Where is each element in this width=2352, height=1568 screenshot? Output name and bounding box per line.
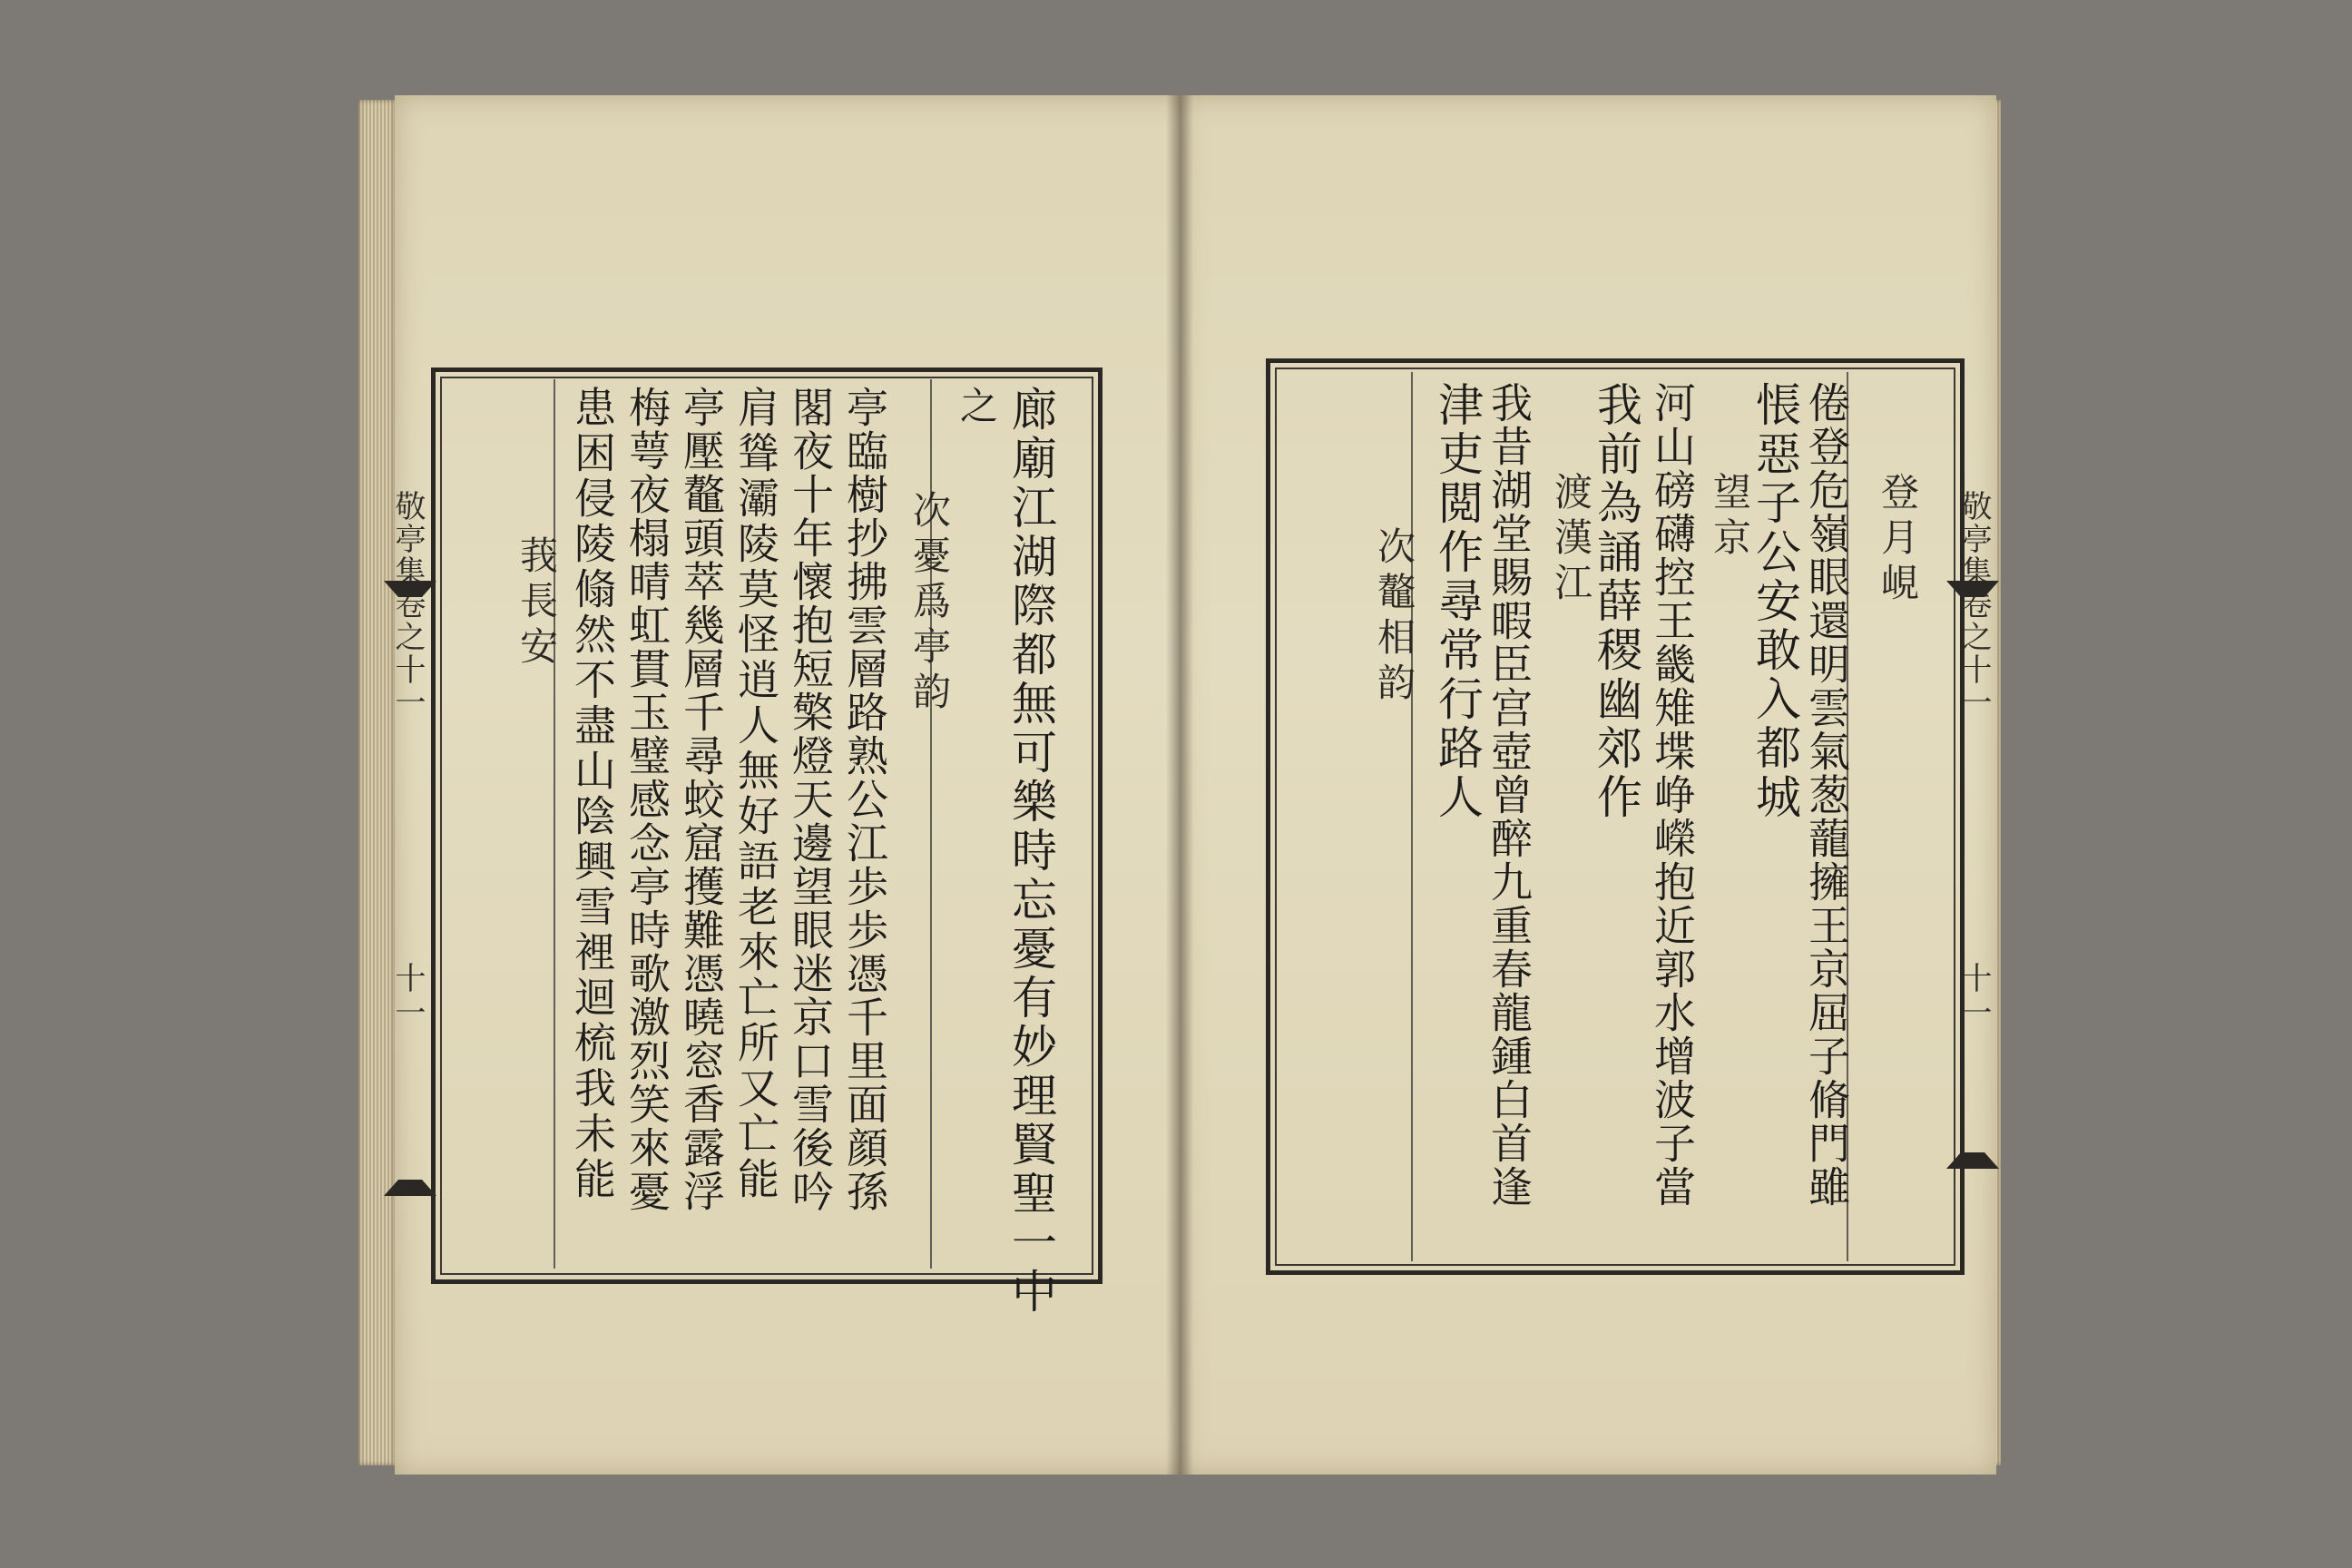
left-col-9: 患困侵陵翛然不盡山陰興雪裡迴梳我未能 [568,386,617,1202]
right-margin-title: 敬亭集卷之十一 [1955,490,1992,719]
right-fish-tail-mark-lower [1946,1125,1999,1169]
left-margin-page: 十一 [389,962,426,1031]
left-col-6: 肩聳灞陵莫怪逍人無好語老來亡所又亡能 [731,386,780,1202]
left-col-1: 廊廟江湖際都無可樂時忘憂有妙理賢聖一中 [1004,386,1057,1317]
left-fish-tail-mark [384,581,436,624]
right-col-6: 我前為誦薛稷幽郊作 [1590,381,1642,822]
right-col-9: 津吏閲作尋常行路人 [1431,381,1484,822]
left-fish-tail-mark-lower [384,1152,436,1196]
left-col-8: 梅萼夜榻晴虹貫玉璧感念亭時歌激烈笑來憂 [622,386,671,1213]
right-col-4: 望京 [1708,472,1752,563]
column-rule [1411,372,1413,1261]
right-col-8: 我昔湖堂賜暇臣宫壺曾醉九重春龍鍾白首逢 [1485,381,1534,1209]
right-margin-page: 十一 [1955,962,1992,1031]
left-col-10: 莪長安 [514,535,559,671]
left-page-edges [358,100,395,1465]
right-col-3: 悵惡子公安敢入都城 [1749,381,1801,822]
left-col-4: 亭臨樹抄拂雲層路熟公江歩歩憑千里面顔孫 [840,386,889,1213]
right-col-7: 渡漢江 [1549,472,1593,608]
left-margin-title: 敬亭集卷之十一 [389,490,426,719]
left-col-3: 次憂爲亭韵 [907,490,952,717]
right-col-2: 倦登危嶺眼還明雲氣葱蘢擁王京屈子脩門雖 [1802,381,1851,1209]
left-col-2: 之 [955,386,999,427]
right-fish-tail-mark [1946,581,1999,624]
book-gutter [1166,95,1193,1475]
right-col-5: 河山磅礴控王畿雉堞峥嶸抱近郭水增波子當 [1648,381,1697,1209]
column-rule [554,379,555,1269]
left-col-5: 閣夜十年懷抱短檠燈天邊望眼迷京口雪後吟 [786,386,835,1213]
left-col-7: 亭壓鼇頭萃幾層千尋蛟窟擭難憑曉窓香露浮 [677,386,726,1213]
right-col-1: 登月峴 [1876,472,1920,608]
right-col-10: 次鼇相韵 [1372,526,1416,708]
open-book [358,91,2001,1479]
